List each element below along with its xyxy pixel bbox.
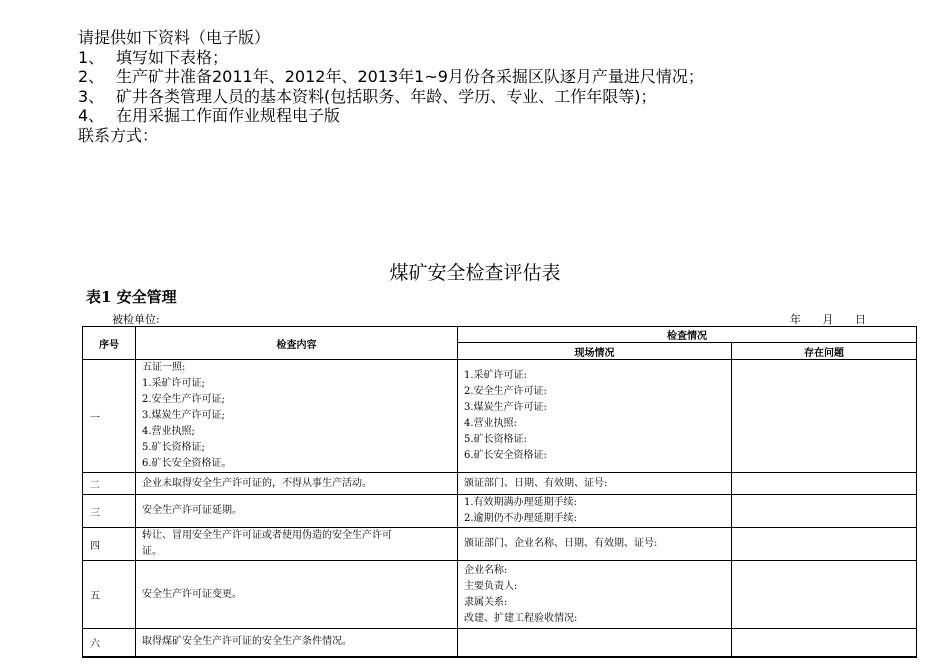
cell-line: 主要负责人: xyxy=(464,580,518,592)
cell-issues xyxy=(732,561,917,629)
cell-issues xyxy=(732,528,917,561)
cell-line: 隶属关系: xyxy=(464,596,508,608)
cell-line: 颁证部门、日期、有效期、证号: xyxy=(464,477,608,489)
request-item-3 xyxy=(78,87,704,107)
cell-onsite xyxy=(458,473,732,495)
cell-seq: 一 xyxy=(83,360,136,473)
cell-onsite xyxy=(458,528,732,561)
document-title: 煤矿安全检查评估表 xyxy=(389,262,561,284)
table-row xyxy=(83,473,917,495)
item-text: 在用采掘工作面作业规程电子版 xyxy=(116,106,341,125)
cell-issues xyxy=(732,360,917,473)
header-issues: 存在问题 xyxy=(732,343,917,360)
cell-seq: 四 xyxy=(83,528,136,561)
table-row xyxy=(83,360,917,473)
header-content: 检查内容 xyxy=(136,327,458,360)
request-item-2 xyxy=(78,67,704,87)
cell-seq: 二 xyxy=(83,473,136,495)
cell-line: 安全生产许可证变更。 xyxy=(142,588,242,600)
header-seq: 序号 xyxy=(83,327,136,360)
cell-onsite xyxy=(458,629,732,657)
cell-content xyxy=(136,473,458,495)
cell-line: 企业未取得安全生产许可证的，不得从事生产活动。 xyxy=(142,477,372,489)
table-row xyxy=(83,629,917,657)
cell-line: 5.矿长资格证: xyxy=(464,434,527,445)
cell-issues xyxy=(732,629,917,657)
cell-line: 5.矿长资格证; xyxy=(142,442,205,453)
cell-line: 证。 xyxy=(142,546,162,557)
cell-line: 1.有效期满办理延期手续: xyxy=(464,497,577,508)
header-onsite: 现场情况 xyxy=(458,343,732,360)
cell-line: 安全生产许可证延期。 xyxy=(142,505,242,516)
cell-content xyxy=(136,360,458,473)
cell-onsite xyxy=(458,360,732,473)
cell-content xyxy=(136,528,458,561)
cell-line: 转让、冒用安全生产许可证或者使用伪造的安全生产许可 xyxy=(142,530,392,541)
cell-line: 五证一照: xyxy=(142,362,186,373)
date-label: 年 月 日 xyxy=(790,313,866,326)
cell-line: 6.矿长安全资格证: xyxy=(464,450,547,461)
cell-line: 4.营业执照: xyxy=(464,418,517,429)
cell-content xyxy=(136,629,458,657)
cell-content xyxy=(136,495,458,528)
item-number: 1、 xyxy=(78,47,105,67)
cell-seq: 三 xyxy=(83,495,136,528)
cell-line: 企业名称: xyxy=(464,564,508,576)
cell-line: 3.煤炭生产许可证; xyxy=(142,410,225,421)
item-number: 4、 xyxy=(78,106,105,125)
header-inspection: 检查情况 xyxy=(458,327,917,343)
item-text: 填写如下表格； xyxy=(116,47,229,67)
cell-line: 改建、扩建工程验收情况: xyxy=(464,612,578,624)
item-number: 2、 xyxy=(78,67,105,86)
table-row xyxy=(83,495,917,528)
cell-line: 取得煤矿安全生产许可证的安全生产条件情况。 xyxy=(142,636,352,648)
cell-line: 2.安全生产许可证; xyxy=(142,394,225,405)
cell-line: 2.逾期仍不办理延期手续: xyxy=(464,513,577,524)
cell-line: 4.营业执照; xyxy=(142,426,195,437)
safety-evaluation-table xyxy=(82,326,917,658)
table-caption: 表1 安全管理 xyxy=(86,288,177,306)
cell-line: 颁证部门、企业名称、日期、有效期、证号: xyxy=(464,538,658,549)
item-text: 矿井各类管理人员的基本资料(包括职务、年龄、学历、专业、工作年限等)； xyxy=(116,86,657,106)
cell-issues xyxy=(732,495,917,528)
cell-seq: 六 xyxy=(83,629,136,657)
request-item-4 xyxy=(78,106,704,126)
cell-line: 1.采矿许可证: xyxy=(464,370,527,381)
request-heading: 请提供如下资料（电子版） xyxy=(78,28,271,47)
cell-line: 2.安全生产许可证: xyxy=(464,386,547,397)
inspected-unit-label: 被检单位: xyxy=(112,313,160,326)
table-row xyxy=(83,561,917,629)
cell-issues xyxy=(732,473,917,495)
cell-seq: 五 xyxy=(83,561,136,629)
cell-content xyxy=(136,561,458,629)
contact-label: 联系方式： xyxy=(78,125,159,145)
request-notes xyxy=(78,28,704,145)
request-item-1 xyxy=(78,48,704,68)
cell-line: 3.煤炭生产许可证: xyxy=(464,402,547,413)
item-text: 生产矿井准备2011年、2012年、2013年1~9月份各采掘区队逐月产量进尺情况； xyxy=(116,67,704,86)
cell-line: 1.采矿许可证; xyxy=(142,378,205,389)
cell-onsite xyxy=(458,561,732,629)
table-row xyxy=(83,528,917,561)
cell-onsite xyxy=(458,495,732,528)
cell-line: 6.矿长安全资格证。 xyxy=(142,458,232,469)
item-number: 3、 xyxy=(78,86,105,106)
